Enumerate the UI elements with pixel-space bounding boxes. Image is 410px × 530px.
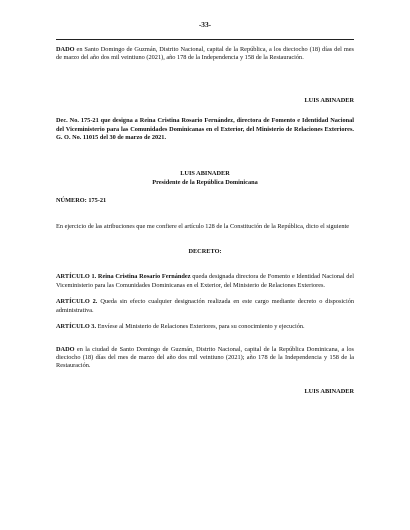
- dado-lead-1: DADO: [56, 46, 75, 53]
- signature-1: LUIS ABINADER: [304, 96, 354, 104]
- article-2-text: Queda sin efecto cualquier designación realizada en este cargo mediante decreto o disposición administrativa.: [56, 298, 354, 314]
- article-2-lead: ARTÍCULO 2.: [56, 298, 98, 306]
- page-number: -33-: [198, 20, 212, 29]
- president-title: Presidente de la República Dominicana: [152, 178, 258, 186]
- decree-summary: Dec. No. 175-21 que designa a Reina Cristina Rosario Fernández, directora de Fomento e Identidad Nacional del Viceministerio para las Comunidades Dominicanas en el Exterior, del Ministerio de Relaciones Exteriores. G. O. No. 11015 del 30 de marzo de 2021.: [56, 117, 354, 142]
- article-1-lead: ARTÍCULO 1. Reina Cristina Rosario Fernández: [56, 273, 191, 281]
- dado-text-1: en Santo Domingo de Guzmán, Distrito Nacional, capital de la República, a los dieciocho (18) días del mes de marzo del año dos mil veintiuno (2021), año 178 de la Independencia y 158 de la Restauración.: [56, 46, 354, 62]
- decree-number: NÚMERO: 175-21: [56, 197, 107, 205]
- article-2: [56, 298, 354, 315]
- article-1-text: queda designada directora de Fomento e Identidad Nacional del Viceministerio para las Comunidades Dominicanas en el Exterior, del Ministerio de Relaciones Exteriores.: [56, 273, 354, 289]
- dado-lead-2: DADO: [56, 345, 75, 353]
- article-1: [56, 273, 354, 290]
- dado-text-2: en la ciudad de Santo Domingo de Guzmán, Distrito Nacional, capital de la República Dominicana, a los dieciocho (18) días del mes de marzo del año dos mil veintiuno (2021); año 178 de la Independencia y 158 de la Restauración.: [56, 345, 354, 370]
- dado-paragraph-1: [56, 46, 354, 63]
- president-name: LUIS ABINADER: [180, 170, 230, 178]
- header-rule: [56, 39, 354, 40]
- preamble: En ejercicio de las atribuciones que me confiere el artículo 128 de la Constitución de la República, dicto el siguiente: [56, 222, 350, 230]
- signature-2: LUIS ABINADER: [304, 387, 354, 395]
- article-3: [56, 323, 354, 331]
- article-3-lead: ARTÍCULO 3.: [56, 323, 97, 331]
- article-3-text: Envíese al Ministerio de Relaciones Exteriores, para su conocimiento y ejecución.: [96, 323, 305, 331]
- decreto-heading: DECRETO:: [188, 248, 222, 256]
- dado-paragraph-2: [56, 346, 354, 371]
